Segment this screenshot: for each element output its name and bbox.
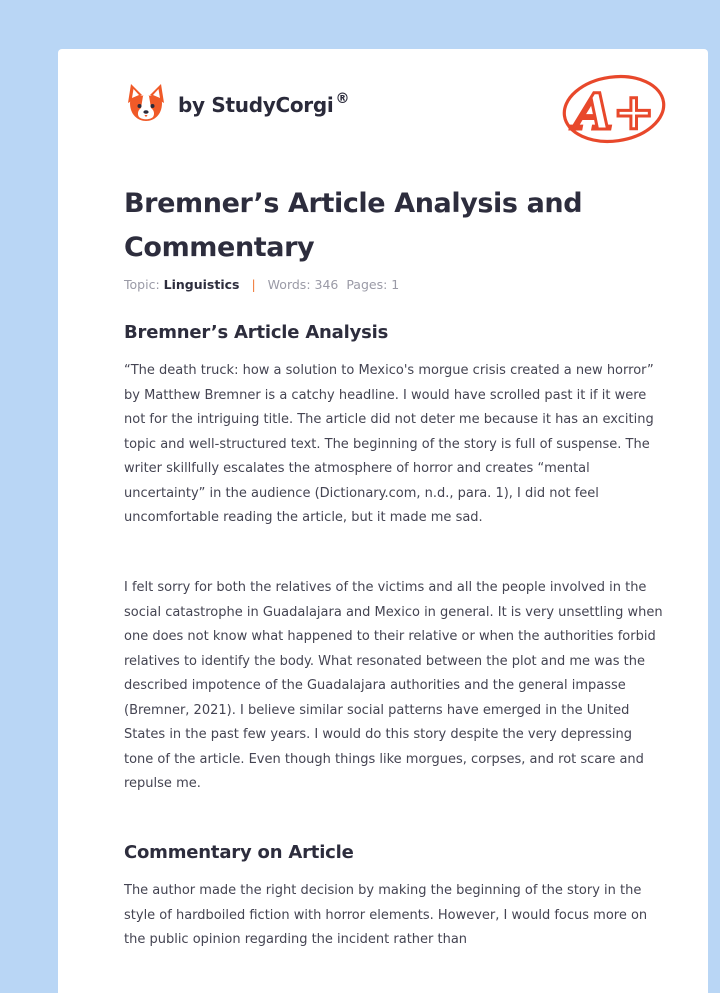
section-heading: Commentary on Article	[124, 842, 354, 863]
page-count: Pages: 1	[346, 277, 400, 292]
paragraph: “The death truck: how a solution to Mexico's morgue crisis created a new horror” by Matthew Bremner is a catchy headline. I would have scrolled past it if it were not for the intriguing title. The article did not deter me because it has an exciting topic and well-structured text. The beginning of the story is full of suspense. The writer skillfully escalates the atmosphere of horror and creates “mental uncertainty” in the audience (Dictionary.com, n.d., para. 1), I did not feel uncomfortable reading the article, but it made me sad.	[124, 363, 654, 525]
corgi-logo-icon	[124, 81, 168, 125]
brand-header[interactable]	[124, 81, 349, 125]
paragraph: I felt sorry for both the relatives of the victims and all the people involved in the social catastrophe in Guadalajara and Mexico in general. It is very unsettling when one does not know what happened to their relative or when the authorities forbid relatives to identify the body. What resonated between the plot and me was the described impotence of the Guadalajara authorities and the general impasse (Bremner, 2021). I believe similar social patterns have emerged in the United States in the past few years. I would do this story despite the very depressing tone of the article. Even though things like morgues, corpses, and rot scare and repulse me.	[124, 580, 663, 791]
document-page	[58, 49, 708, 993]
registered-mark: ®	[335, 91, 350, 107]
brand-name: by StudyCorgi ®	[178, 91, 350, 117]
topic-label: Topic:	[124, 277, 160, 292]
section-heading: Bremner’s Article Analysis	[124, 322, 389, 343]
meta-separator: |	[251, 277, 256, 292]
grade-text: A+	[574, 82, 655, 141]
article-meta	[124, 277, 399, 292]
article-title: Bremner’s Article Analysis and Commentary	[124, 188, 583, 263]
word-count: Words: 346	[267, 277, 339, 292]
topic-link[interactable]: Linguistics	[163, 277, 240, 292]
a-plus-grade-icon	[552, 71, 670, 149]
paragraph: The author made the right decision by making the beginning of the story in the style of hardboiled fiction with horror elements. However, I would focus more on the public opinion regarding the incident rather than	[124, 883, 648, 947]
